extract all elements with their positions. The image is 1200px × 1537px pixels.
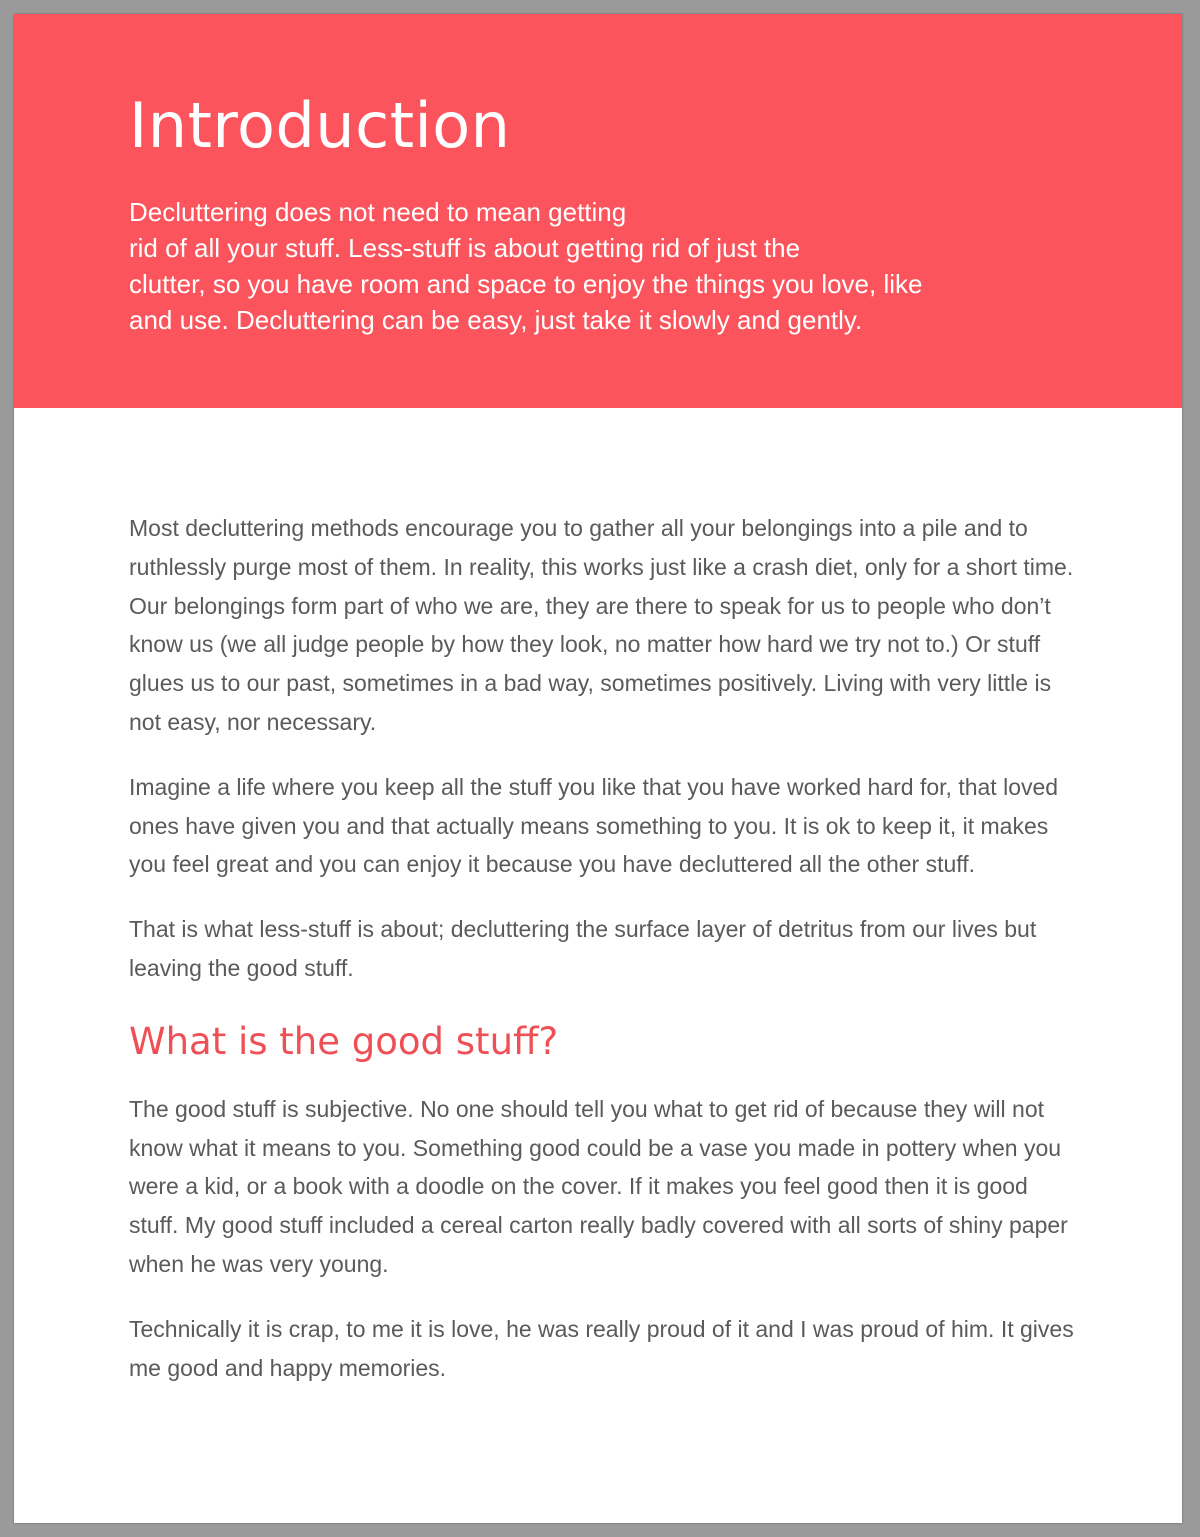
document-page [14,14,1182,1523]
body-paragraph: Technically it is crap, to me it is love, he was really proud of it and I was proud of him. It gives me good and happy memories. [129,1315,1074,1381]
intro-lead [129,194,1089,338]
body-paragraph: Most decluttering methods encourage you to gather all your belongings into a pile and to ruthlessly purge most of them. In reality, this works just like a crash diet, only for a short time. Our belongings form part of who we are, they are there to speak for us to people who don’t know us (we all judge people by how they look, no matter how hard we try not to.) Or stuff glues us to our past, sometimes in a bad way, sometimes positively. Living with very little is not easy, nor necessary. [129,515,1074,735]
intro-banner [14,14,1182,408]
intro-lead-line: rid of all your stuff. Less-stuff is about getting rid of just the [129,233,801,263]
article-body [129,509,1079,1413]
page-title: Introduction [129,89,511,162]
body-paragraph: The good stuff is subjective. No one should tell you what to get rid of because they will not know what it means to you. Something good could be a vase you made in pottery when you were a kid, or a book with a doodle on the cover. If it makes you feel good then it is good stuff. My good stuff included a cereal carton really badly covered with all sorts of shiny paper when he was very young. [129,1095,1068,1277]
body-paragraph: That is what less-stuff is about; decluttering the surface layer of detritus from our lives but leaving the good stuff. [129,916,1037,981]
body-paragraph: Imagine a life where you keep all the stuff you like that you have worked hard for, that loved ones have given you and that actually means something to you. It is ok to keep it, it makes you feel great and you can enjoy it because you have decluttered all the other stuff. [129,773,1059,878]
intro-lead-line: Decluttering does not need to mean getting [129,197,627,227]
intro-lead-line: and use. Decluttering can be easy, just take it slowly and gently. [129,305,863,335]
intro-lead-line: clutter, so you have room and space to enjoy the things you love, like [129,269,923,299]
section-heading: What is the good stuff? [129,1019,559,1063]
